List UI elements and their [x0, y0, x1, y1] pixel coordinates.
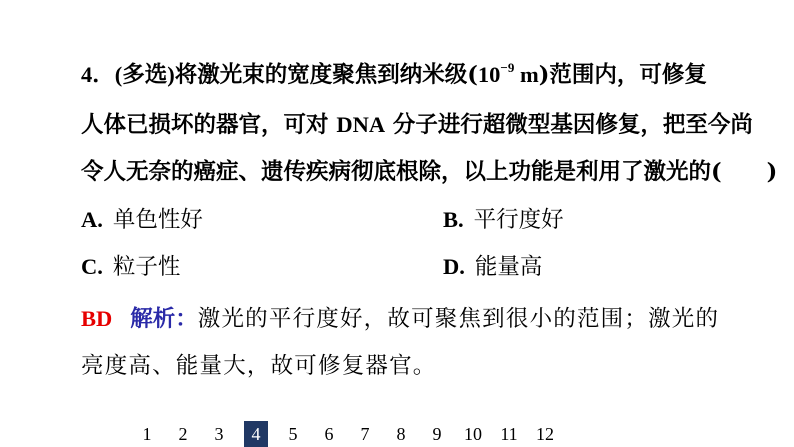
solution-label: 解析：	[130, 306, 198, 332]
question-text-1a: 将激光束的宽度聚焦到纳米级(	[174, 62, 478, 88]
page-link-current[interactable]: 4	[244, 421, 268, 447]
dna-term: DNA	[336, 112, 386, 137]
question-line-3: 令人无奈的癌症、遗传疾病彻底根除，以上功能是利用了激光的( )	[81, 159, 778, 185]
option-letter: B.	[443, 207, 464, 232]
option-letter: A.	[81, 207, 103, 232]
option-letter: D.	[443, 254, 465, 279]
page-link-9[interactable]: 9	[432, 424, 442, 444]
pagination	[136, 421, 570, 447]
answer-text: BD	[81, 306, 113, 331]
solution-line-1	[81, 304, 719, 334]
option-text: 粒子性	[112, 254, 181, 280]
question-line-1	[81, 60, 707, 90]
solution-text-1: 激光的平行度好，故可聚焦到很小的范围；激光的	[197, 306, 720, 332]
page-link-1[interactable]: 1	[142, 424, 152, 444]
question-type-tag: (多选)	[114, 62, 175, 87]
question-number: 4．	[81, 62, 115, 87]
option-b	[443, 205, 564, 235]
page-link-5[interactable]: 5	[288, 424, 298, 444]
page-link-2[interactable]: 2	[178, 424, 188, 444]
option-text: 平行度好	[473, 207, 564, 233]
exponent-power: −9	[500, 59, 515, 75]
option-d	[443, 252, 542, 282]
page-link-10[interactable]: 10	[464, 424, 482, 444]
question-line-2	[81, 110, 753, 140]
option-c	[81, 252, 180, 282]
exponent-unit: m	[514, 62, 539, 87]
solution-line-2	[81, 351, 437, 381]
page-link-11[interactable]: 11	[500, 424, 518, 444]
question-text-2b: 分子进行超微型基因修复，把至今尚	[385, 112, 753, 138]
option-a	[81, 205, 203, 235]
option-letter: C.	[81, 254, 103, 279]
option-text: 单色性好	[112, 207, 203, 233]
page-link-8[interactable]: 8	[396, 424, 406, 444]
page-link-3[interactable]: 3	[214, 424, 224, 444]
question-text-1b: )范围内，可修复	[538, 62, 707, 88]
page-link-12[interactable]: 12	[536, 424, 554, 444]
exponent-base: 10	[477, 62, 501, 87]
option-text: 能量高	[474, 254, 543, 280]
page-link-6[interactable]: 6	[324, 424, 334, 444]
page-link-7[interactable]: 7	[360, 424, 370, 444]
question-text-2a: 人体已损坏的器官，可对	[81, 112, 337, 138]
solution-text-2: 亮度高、能量大，故可修复器官。	[81, 353, 437, 379]
